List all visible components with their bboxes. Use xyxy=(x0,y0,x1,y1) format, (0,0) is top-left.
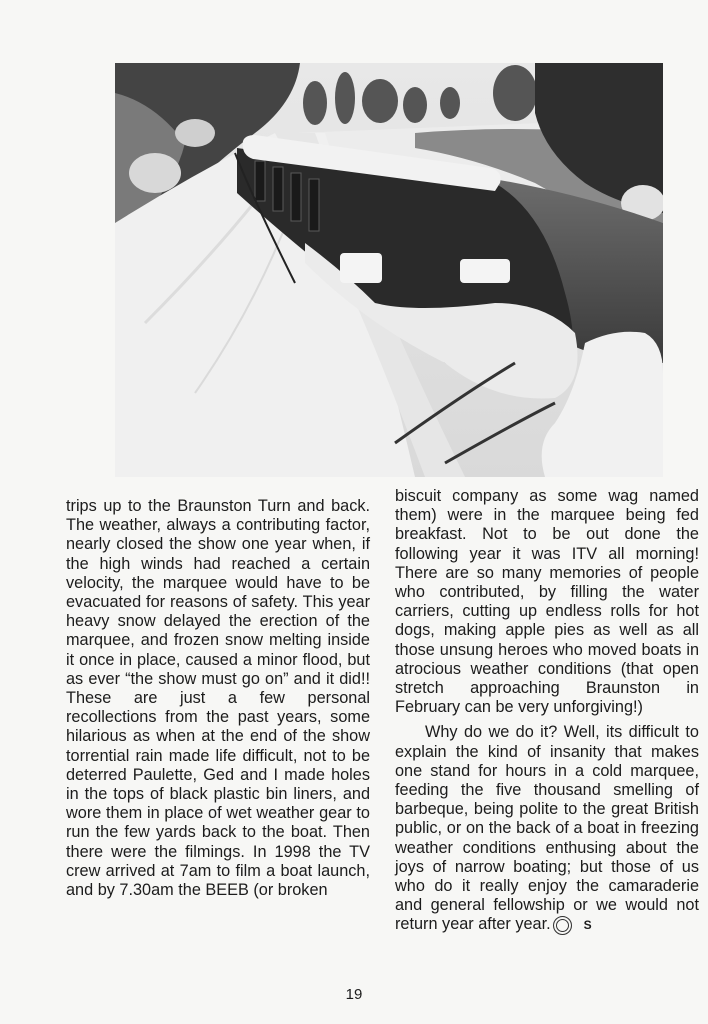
article-paragraph: Why do we do it? Well, its difficult to explain the kind of insanity that makes one stand for hours in a cold marquee, feeding the five thousand smelling of barbeque, being polite to the great British public, or on the back of a boat in freezing weather conditions enthusing about the joys of narrow boating; but those of us who do it really enjoy the camaraderie and general fellowship or we would not return year after year. xyxy=(395,723,699,934)
page-number: 19 xyxy=(345,986,363,1003)
article-paragraph: biscuit company as some wag named them) were in the marquee being fed breakfast. Not to be out done the following year it was ITV all morning! There are so many memories of people who contributed, by filling the water carriers, cutting up endless rolls for hot dogs, making apple pies as well as all those unsung heroes who moved boats in atrocious weather conditions (that open stretch approaching Braunston in February can be very unforgiving!) xyxy=(395,487,699,717)
snow-covered-narrowboat-photo xyxy=(115,63,663,477)
article-left-column xyxy=(66,497,370,900)
end-of-article-logo-icon: S xyxy=(553,916,572,935)
article-paragraph-end xyxy=(395,723,699,934)
article-paragraph: trips up to the Braunston Turn and back. The weather, always a contributing factor, nearly closed the show one year when, if the high winds had reached a certain velocity, the marquee would have to be evacuated for reasons of safety. This year heavy snow delayed the erection of the marquee, and frozen snow melting inside it once in place, caused a minor flood, but as ever “the show must go on” and it did!! These are just a few personal recollections from the past years, some hilarious as when at the end of the show torrential rain made life difficult, not to be deterred Paulette, Ged and I made holes in the tops of black plastic bin liners, and wore them in place of wet weather gear to run the few yards back to the boat. Then there were the filmings. In 1998 the TV crew arrived at 7am to film a boat launch, and by 7.30am the BEEB (or broken xyxy=(66,497,370,900)
article-right-column xyxy=(395,487,699,935)
